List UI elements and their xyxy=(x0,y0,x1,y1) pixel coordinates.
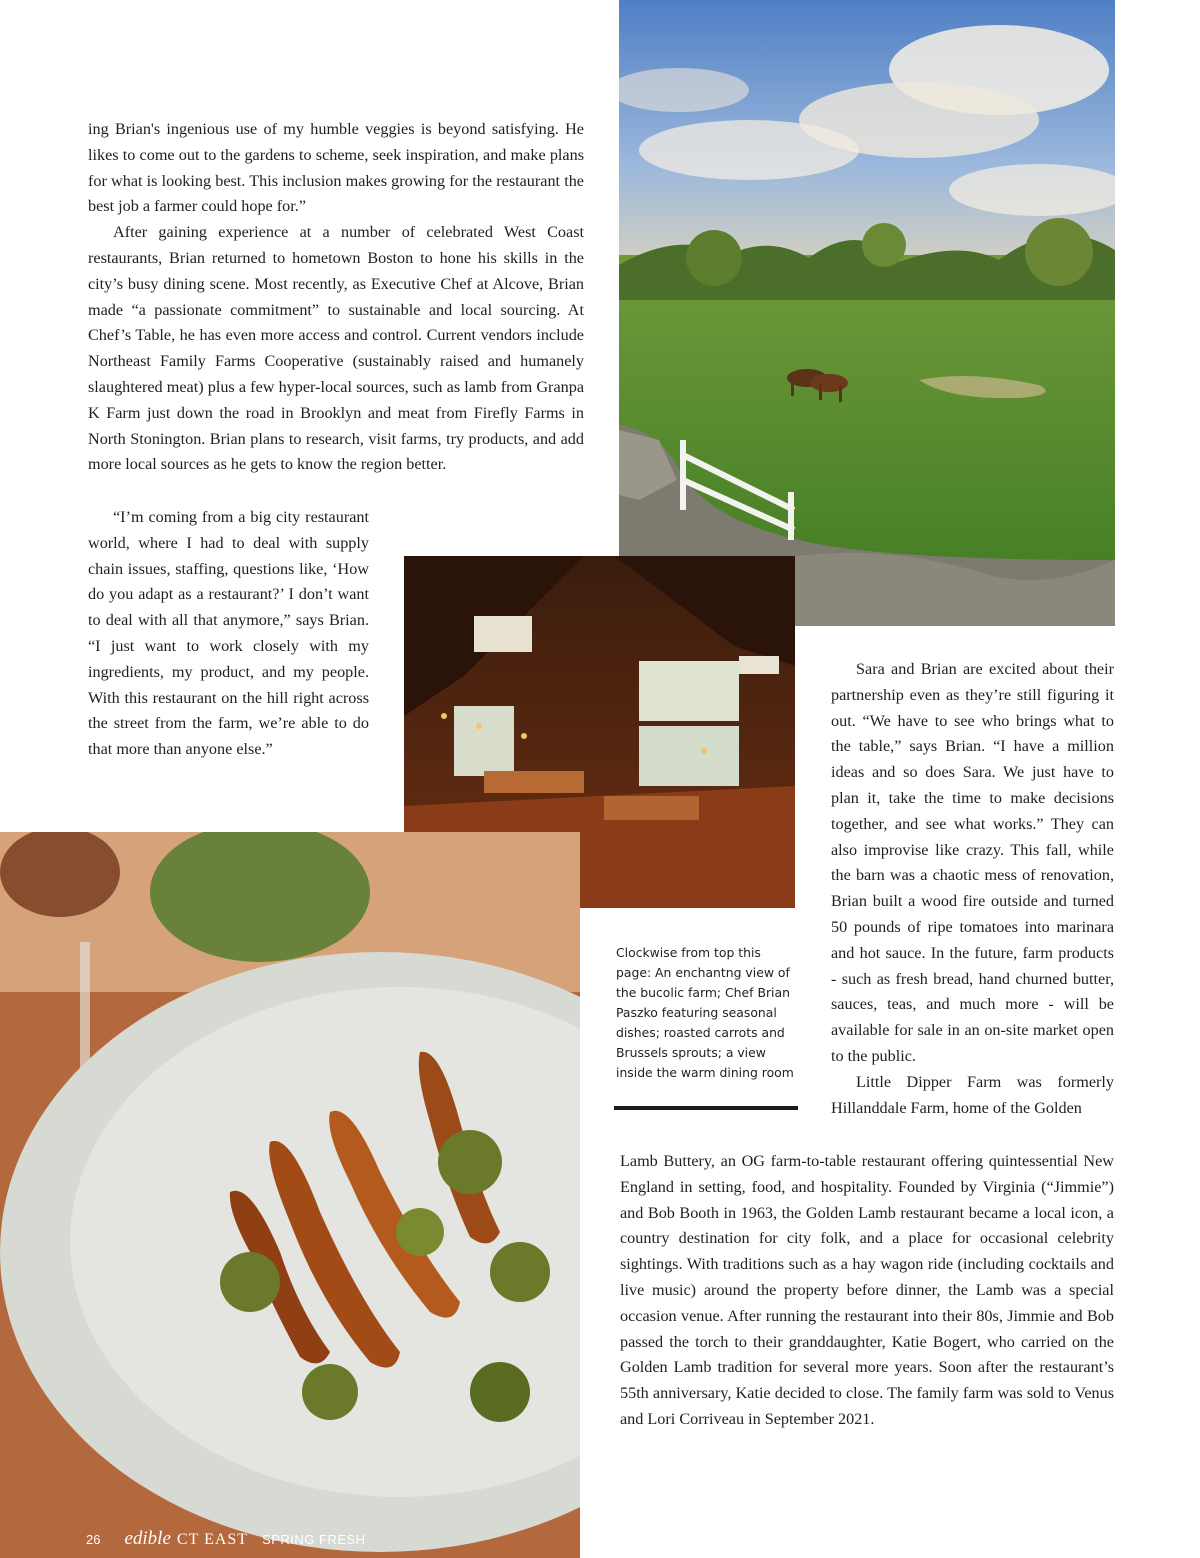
caption-rule xyxy=(614,1106,798,1110)
page-number: 26 xyxy=(86,1532,101,1547)
article-column-bottom xyxy=(620,1149,1114,1433)
article-column-right xyxy=(831,657,1114,1121)
article-paragraph: Little Dipper Farm was formerly Hillanddale Farm, home of the Golden xyxy=(831,1072,1114,1117)
issue-name: SPRING FRESH xyxy=(262,1532,366,1547)
article-column-left-quote xyxy=(88,505,369,763)
roasted-vegetables-photo xyxy=(0,832,580,1558)
farm-landscape-photo xyxy=(619,0,1115,626)
page-folio xyxy=(86,1528,366,1550)
brand-ct-east: CT EAST xyxy=(176,1531,249,1548)
article-paragraph: Sara and Brian are excited about their partnership even as they’re still figuring it out. “We have to see who brings what to the table,” says Brian. “I have a million ideas and so does Sara. We just have to plan it, take the time to make decisions together, and see what works.” They can also improvise like crazy. This fall, while the barn was a chaotic mess of renovation, Brian built a wood fire outside and turned 50 pounds of ripe tomatoes into marinara and hot sauce. In the future, farm products - such as fresh bread, hand churned butter, sauces, teas, and much more - will be available for sale in an on-site market open to the public. xyxy=(831,660,1114,1065)
brand-edible: edible xyxy=(124,1528,171,1549)
photo-caption: Clockwise from top this page: An enchantng view of the bucolic farm; Chef Brian Paszko featuring seasonal dishes; roasted carrots and Brussels sprouts; a view inside the warm dining room xyxy=(616,945,794,1080)
article-paragraph: After gaining experience at a number of celebrated West Coast restaurants, Brian returned to hometown Boston to hone his skills in the city’s busy dining scene. Most recently, as Executive Chef at Alcove, Brian made “a passionate commitment” to sustainable and local sourcing. At Chef’s Table, he has even more access and control. Current vendors include Northeast Family Farms Cooperative (sustainably raised and humanely slaughtered meat) plus a few hyper-local sources, such as lamb from Granpa K Farm just down the road in Brooklyn and meat from Firefly Farms in North Stonington. Brian plans to research, visit farms, try products, and add more local sources as he gets to know the region better. xyxy=(88,223,584,474)
article-column-left-top xyxy=(88,117,584,478)
article-paragraph: ing Brian's ingenious use of my humble veggies is beyond satisfying. He likes to come out to the gardens to scheme, seek inspiration, and make plans for what is looking best. This inclusion makes growing for the restaurant the best job a farmer could hope for.” xyxy=(88,120,584,216)
article-paragraph: “I’m coming from a big city restaurant world, where I had to deal with supply chain issues, staffing, questions like, ‘How do you adapt as a restaurant?’ I don’t want to deal with all that anymore,” says Brian. “I just want to work closely with my ingredients, my product, and my people. With this restaurant on the hill right across the street from the farm, we’re able to do that more than anyone else.” xyxy=(88,508,369,759)
article-paragraph: Lamb Buttery, an OG farm-to-table restaurant offering quintessential New England in setting, food, and hospitality. Founded by Virginia (“Jimmie”) and Bob Booth in 1963, the Golden Lamb restaurant became a local icon, a country destination for city folk, and a place for occasional celebrity sightings. With traditions such as a hay wagon ride (including cocktails and live music) around the property before dinner, the Lamb was a special occasion venue. After running the restaurant into their 80s, Jimmie and Bob passed the torch to their granddaughter, Katie Bogert, who carried on the Golden Lamb tradition for several more years. Soon after the restaurant’s 55th anniversary, Katie decided to close. The family farm was sold to Venus and Lori Corriveau in September 2021. xyxy=(620,1152,1114,1428)
